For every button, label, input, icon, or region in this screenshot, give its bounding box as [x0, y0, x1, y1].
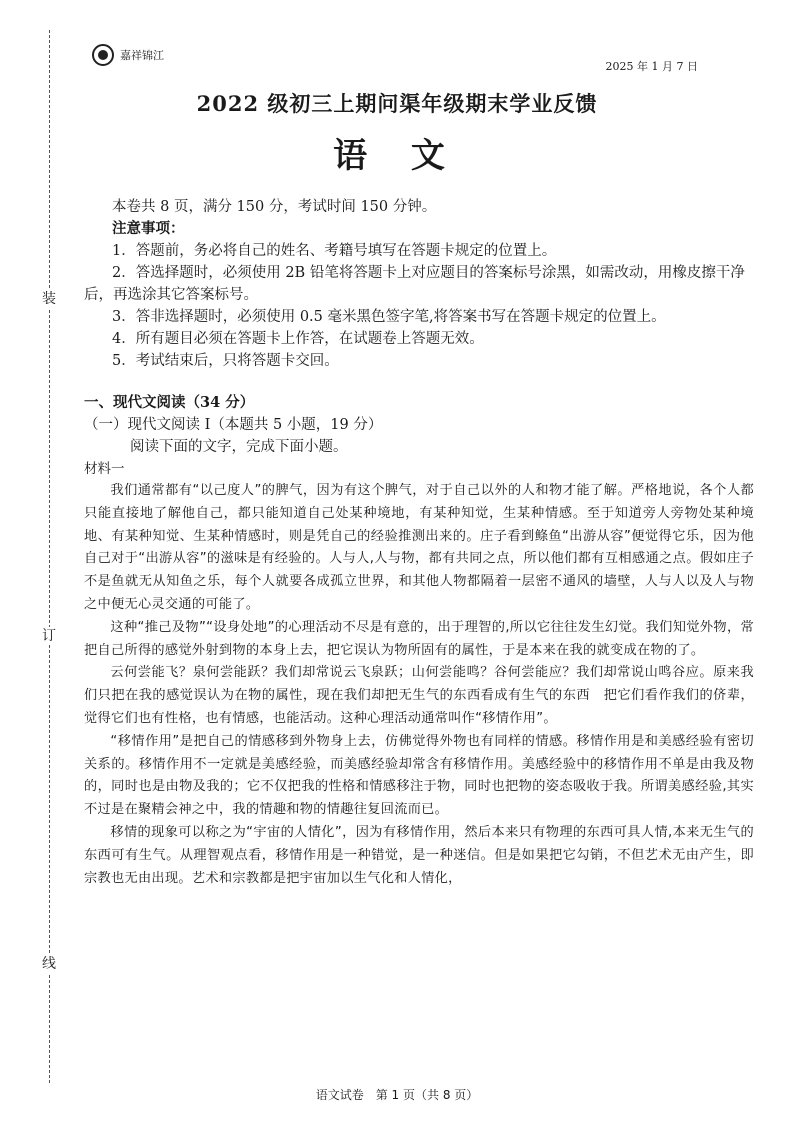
material-paragraph-3: 云何尝能飞？泉何尝能跃？我们却常说云飞泉跃；山何尝能鸣？谷何尝能应？我们却常说山鸣谷应。原来我们只把在我的感觉误认为在物的属性，现在我们却把无生气的东西看成有生气的东西 把它们看作我们的侪辈，觉得它们也有性格，也有情感，也能活动。这种心理活动通常叫作“移情作用”。: [84, 665, 754, 726]
notice-item-4: 4．所有题目必须在答题卡上作答，在试题卷上答题无效。: [112, 331, 484, 347]
subject-title: 语 文: [333, 136, 461, 176]
school-seal-icon: [92, 44, 114, 66]
material-paragraph-5: 移情的现象可以称之为“宇宙的人情化”，因为有移情作用，然后本来只有物理的东西可具人情,本来无生气的东西可有生气。从理智观点看，移情作用是一种错觉，是一种迷信。但是如果把它勾销，不但艺术无由产生，即宗教也无由出现。艺术和宗教都是把宇宙加以生气化和人情化，: [84, 824, 754, 886]
material-paragraph-1: 我们通常都有“以己度人”的脾气，因为有这个脾气，对于自己以外的人和物才能了解。严格地说，各个人都只能直接地了解他自己，都只能知道自己处某种境地，有某种知觉，生某种情感。至于知道旁人旁物处某种境地、有某种知觉、生某种情感时，则是凭自己的经验推测出来的。庄子看到鲦鱼“出游从容”便觉得它乐，因为他自己对于“出游从容”的滋味是有经验的。人与人,人与物，都有共同之点，所以他们都有互相感通之点。假如庄子不是鱼就无从知鱼之乐，每个人就要各成孤立世界，和其他人物都隔着一层密不通风的墙壁，人与人以及人与物之中便无心灵交通的可能了。: [84, 483, 754, 612]
school-name: 嘉祥锦江: [120, 49, 164, 62]
material-label: 材料一: [84, 461, 125, 477]
exam-summary: 本卷共 8 页，满分 150 分，考试时间 150 分钟。: [112, 199, 437, 215]
notice-item-2: 2．答选择题时，必须使用 2B 铅笔将答题卡上对应题目的答案标号涂黑，如需改动，用橡皮擦干净后，再选涂其它答案标号。: [84, 265, 745, 303]
notice-item-3: 3．答非选择题时，必须使用 0.5 毫米黑色签字笔,将答案书写在答题卡规定的位置上。: [112, 309, 666, 325]
exam-date: 2025 年 1 月 7 日: [605, 60, 698, 73]
notice-item-1: 1．答题前，务必将自己的姓名、考籍号填写在答题卡规定的位置上。: [112, 243, 557, 259]
reading-direction: 阅读下面的文字，完成下面小题。: [130, 439, 348, 455]
notice-item-5: 5．考试结束后，只将答题卡交回。: [112, 353, 339, 369]
page-content: [84, 196, 754, 890]
binding-dashed-line: [49, 30, 50, 1083]
material-paragraph-4: “移情作用”是把自己的情感移到外物身上去，仿佛觉得外物也有同样的情感。移情作用是和美感经验有密切关系的。移情作用不一定就是美感经验，而美感经验却常含有移情作用。美感经验中的移情作用不单是由我及物的，同时也是由物及我的；它不仅把我的性格和情感移注于物，同时也把物的姿态吸收于我。所谓美感经验,其实不过是在聚精会神之中，我的情趣和物的情趣往复回流而已。: [84, 733, 754, 818]
binding-char-ding: 订: [42, 628, 56, 644]
material-paragraph-2: 这种“推己及物”“设身处地”的心理活动不尽是有意的，出于理智的,所以它往往发生幻觉。我们知觉外物，常把自己所得的感觉外射到物的本身上去，把它误认为物所固有的属性，于是本来在我的就变成在物的了。: [84, 619, 754, 658]
page-footer: 语文试卷 第 1 页（共 8 页）: [315, 1088, 479, 1102]
section-title: 一、现代文阅读（34 分）: [84, 394, 255, 411]
binding-char-zhuang: 装: [42, 291, 56, 307]
exam-title: 2022 级初三上期问渠年级期末学业反馈: [196, 91, 598, 116]
school-logo: [92, 44, 164, 66]
notice-label: 注意事项：: [112, 220, 185, 237]
binding-char-xian: 线: [42, 956, 56, 972]
section-subtitle: （一）现代文阅读 I（本题共 5 小题，19 分）: [84, 417, 383, 433]
